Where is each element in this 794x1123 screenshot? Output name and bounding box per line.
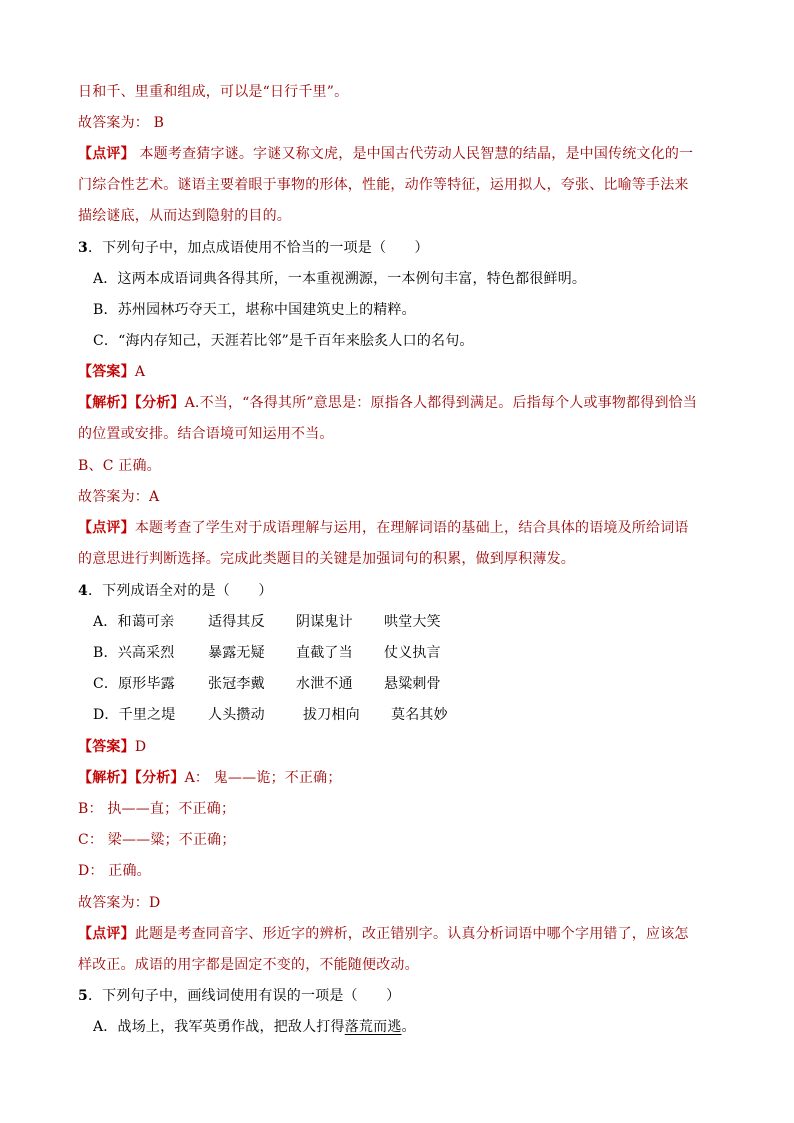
text-segment: 本题考查猜字谜。字谜又称文虎，是中国古代劳动人民智慧的结晶，是中国传统文化的一 [134, 146, 694, 162]
option-item: 拔刀相向 [303, 707, 360, 723]
text-segment: C．“海内存知己，天涯若比邻”是千百年来脍炙人口的名句。 [93, 333, 474, 349]
text-line [78, 799, 235, 819]
section-tag: 【解析】【分析】 [78, 395, 185, 411]
text-line [78, 144, 693, 164]
text-segment: 5 [78, 988, 88, 1004]
section-tag: 【点评】 [78, 146, 135, 162]
text-segment: 门综合性艺术。谜语主要着眼于事物的形体，性能，动作等特征，运用拟人，夸张、比喻等手法来 [78, 177, 689, 193]
text-line [78, 581, 273, 601]
option-item: 暴露无疑 [208, 645, 265, 661]
section-tag: 【点评】 [78, 520, 135, 536]
text-line [78, 768, 342, 788]
text-line [78, 238, 429, 258]
option-item: B．兴高采烈 [93, 645, 175, 661]
text-line [78, 893, 160, 913]
text-segment: 。 [401, 1019, 416, 1035]
text-line [78, 549, 575, 569]
text-segment: A.不当，“各得其所”意思是：原指各人都得到满足。后指每个人或事物都得到恰当 [184, 395, 698, 411]
text-line [78, 737, 146, 757]
text-line [78, 424, 334, 444]
text-segment: B、C 正确。 [78, 458, 161, 474]
text-segment: B： 执——直；不正确； [78, 801, 236, 817]
option-item: 张冠李戴 [208, 676, 265, 692]
text-line [78, 175, 689, 195]
text-segment: A．这两本成语词典各得其所，一本重视溯源，一本例句丰富，特色都很鲜明。 [93, 271, 587, 287]
text-segment: 描绘谜底，从而达到隐射的目的。 [78, 208, 291, 224]
text-line [93, 300, 416, 320]
text-line [78, 986, 400, 1006]
text-segment: 故答案为：A [78, 489, 160, 505]
option-item: 直截了当 [296, 645, 353, 661]
text-line [78, 113, 164, 133]
text-segment: A [134, 364, 146, 380]
text-line [78, 393, 697, 413]
text-segment: A．战场上，我军英勇作战，把敌人打得 [93, 1019, 345, 1035]
text-segment: 4 [78, 583, 88, 599]
text-line [78, 206, 291, 226]
text-line [78, 487, 159, 507]
option-item: D．千里之堤 [93, 707, 176, 723]
text-line [78, 456, 161, 476]
text-segment: 此题是考查同音字、形近字的辨析，改正错别字。认真分析词语中哪个字用错了，应该怎 [134, 926, 689, 942]
option-item: 适得其反 [208, 614, 265, 630]
option-item: 莫名其妙 [391, 707, 448, 723]
text-segment: C： 梁——粱；不正确； [78, 832, 236, 848]
text-line [93, 1017, 416, 1037]
text-line [78, 830, 236, 850]
section-tag: 【解析】【分析】 [78, 770, 185, 786]
section-tag: 【点评】 [78, 926, 135, 942]
text-line [78, 955, 419, 975]
text-segment: 日和千、里重和组成，可以是“日行千里”。 [78, 84, 349, 100]
text-line [78, 82, 348, 102]
option-item: A．和蔼可亲 [93, 614, 175, 630]
text-segment: ．下列成语全对的是（ ） [87, 583, 273, 599]
text-segment: 故答案为：D [78, 895, 161, 911]
text-segment: 故答案为： B [78, 115, 165, 131]
text-line [78, 518, 689, 538]
text-segment: D [134, 739, 147, 755]
text-segment: 本题考查了学生对于成语理解与运用，在理解词语的基础上，结合具体的语境及所给词语 [134, 520, 689, 536]
option-item: 人头攒动 [208, 707, 265, 723]
text-line [78, 924, 689, 944]
text-segment: ．下列句子中，画线词使用有误的一项是（ ） [87, 988, 401, 1004]
text-segment: 的意思进行判断选择。完成此类题目的关键是加强词句的积累，做到厚积薄发。 [78, 551, 575, 567]
text-segment: B．苏州园林巧夺天工，堪称中国建筑史上的精粹。 [93, 302, 416, 318]
text-segment: 样改正。成语的用字都是固定不变的，不能随便改动。 [78, 957, 419, 973]
section-tag: 【答案】 [78, 739, 135, 755]
underlined-phrase: 落荒而逃 [344, 1019, 402, 1035]
option-item: 哄堂大笑 [384, 614, 441, 630]
text-segment: D： 正确。 [78, 863, 151, 879]
text-line [93, 269, 586, 289]
text-segment: A： 鬼——诡；不正确； [184, 770, 342, 786]
text-line [78, 362, 145, 382]
section-tag: 【答案】 [78, 364, 135, 380]
option-item: 水泄不通 [296, 676, 353, 692]
option-item: 仗义执言 [384, 645, 441, 661]
text-segment: 3 [78, 240, 88, 256]
option-item: 阴谋鬼计 [296, 614, 353, 630]
option-item: 悬粱刺骨 [384, 676, 441, 692]
text-line [78, 861, 151, 881]
text-segment: 的位置或安排。结合语境可知运用不当。 [78, 426, 334, 442]
option-item: C．原形毕露 [93, 676, 175, 692]
text-segment: ．下列句子中，加点成语使用不恰当的一项是（ ） [87, 240, 429, 256]
text-line [93, 331, 474, 351]
